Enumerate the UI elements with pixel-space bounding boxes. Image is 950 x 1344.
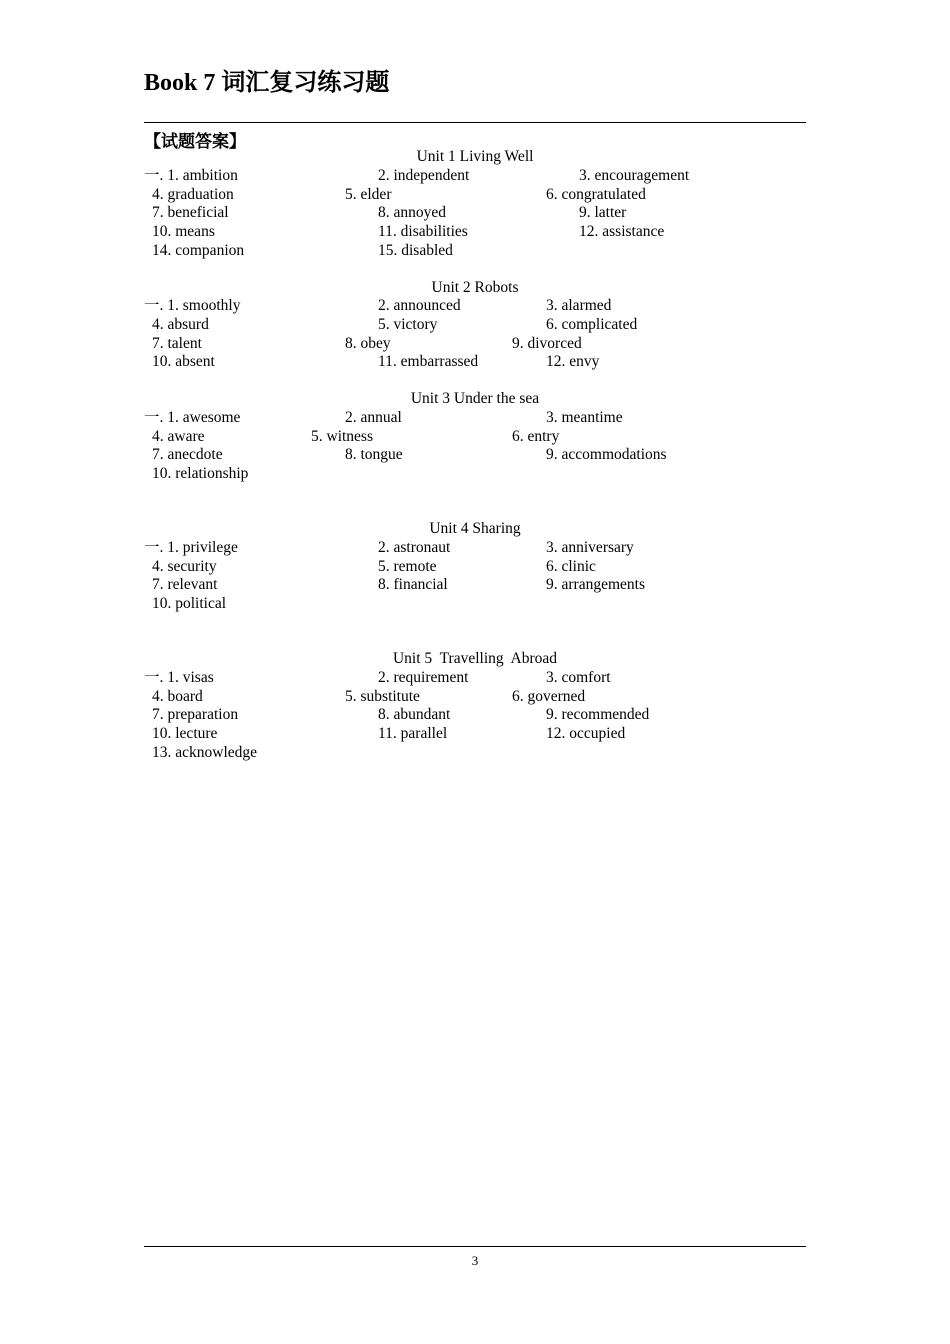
answer-item: 9. divorced <box>512 335 582 352</box>
answer-item: 一. 1. smoothly <box>144 297 241 314</box>
answer-item: 10. lecture <box>152 725 218 742</box>
answer-item: 7. talent <box>152 335 202 352</box>
answer-item: 一. 1. privilege <box>144 539 238 556</box>
unit-title: Unit 1 Living Well <box>416 148 534 165</box>
answer-item: 6. congratulated <box>546 186 646 203</box>
page-number: 3 <box>471 1253 479 1268</box>
answer-item: 4. aware <box>152 428 205 445</box>
answer-item: 5. victory <box>378 316 438 333</box>
answer-item: 7. beneficial <box>152 204 229 221</box>
answer-item: 6. governed <box>512 688 586 705</box>
answer-item: 14. companion <box>152 242 245 259</box>
answer-item: 11. parallel <box>378 725 448 742</box>
answer-item: 3. encouragement <box>579 167 690 184</box>
answer-item: 4. absurd <box>152 316 209 333</box>
answer-item: 2. independent <box>378 167 470 184</box>
answer-item: 一. 1. awesome <box>144 409 241 426</box>
footer-rule <box>144 1246 806 1247</box>
unit-title: Unit 4 Sharing <box>429 520 521 537</box>
answer-item: 8. obey <box>345 335 391 352</box>
answer-item: 10. political <box>152 595 227 612</box>
section-label: 【试题答案】 <box>144 132 246 152</box>
answer-item: 4. security <box>152 558 217 575</box>
answer-item: 6. entry <box>512 428 560 445</box>
answer-item: 9. accommodations <box>546 446 667 463</box>
answer-item: 8. financial <box>378 576 448 593</box>
unit-title: Unit 5 Travelling Abroad <box>392 650 558 667</box>
answer-item: 3. meantime <box>546 409 623 426</box>
answer-item: 12. assistance <box>579 223 665 240</box>
answer-item: 3. anniversary <box>546 539 634 556</box>
answer-item: 9. recommended <box>546 706 650 723</box>
header-rule <box>144 122 806 123</box>
answer-item: 6. clinic <box>546 558 596 575</box>
answer-item: 2. annual <box>345 409 402 426</box>
answer-item: 7. relevant <box>152 576 218 593</box>
answer-item: 5. remote <box>378 558 437 575</box>
answer-item: 8. annoyed <box>378 204 447 221</box>
unit-title: Unit 3 Under the sea <box>410 390 540 407</box>
answer-item: 一. 1. visas <box>144 669 214 686</box>
answer-item: 15. disabled <box>378 242 453 259</box>
answer-item: 3. comfort <box>546 669 611 686</box>
answer-item: 一. 1. ambition <box>144 167 238 184</box>
answer-item: 7. preparation <box>152 706 239 723</box>
answer-item: 2. astronaut <box>378 539 451 556</box>
answer-item: 9. arrangements <box>546 576 645 593</box>
answer-item: 8. tongue <box>345 446 403 463</box>
answer-item: 2. requirement <box>378 669 469 686</box>
answer-item: 5. witness <box>311 428 373 445</box>
answer-item: 10. absent <box>152 353 215 370</box>
answer-item: 6. complicated <box>546 316 638 333</box>
answer-item: 3. alarmed <box>546 297 612 314</box>
answer-item: 4. board <box>152 688 203 705</box>
document-title: Book 7 词汇复习练习题 <box>144 70 390 96</box>
answer-item: 2. announced <box>378 297 461 314</box>
unit-title: Unit 2 Robots <box>431 279 519 296</box>
answer-item: 10. relationship <box>152 465 249 482</box>
answer-item: 12. occupied <box>546 725 626 742</box>
answer-item: 13. acknowledge <box>152 744 258 761</box>
answer-item: 11. disabilities <box>378 223 468 240</box>
answer-item: 7. anecdote <box>152 446 223 463</box>
answer-item: 5. substitute <box>345 688 420 705</box>
answer-item: 5. elder <box>345 186 392 203</box>
answer-item: 9. latter <box>579 204 627 221</box>
answer-item: 12. envy <box>546 353 600 370</box>
answer-item: 10. means <box>152 223 215 240</box>
answer-item: 8. abundant <box>378 706 451 723</box>
answer-item: 4. graduation <box>152 186 234 203</box>
answer-item: 11. embarrassed <box>378 353 479 370</box>
